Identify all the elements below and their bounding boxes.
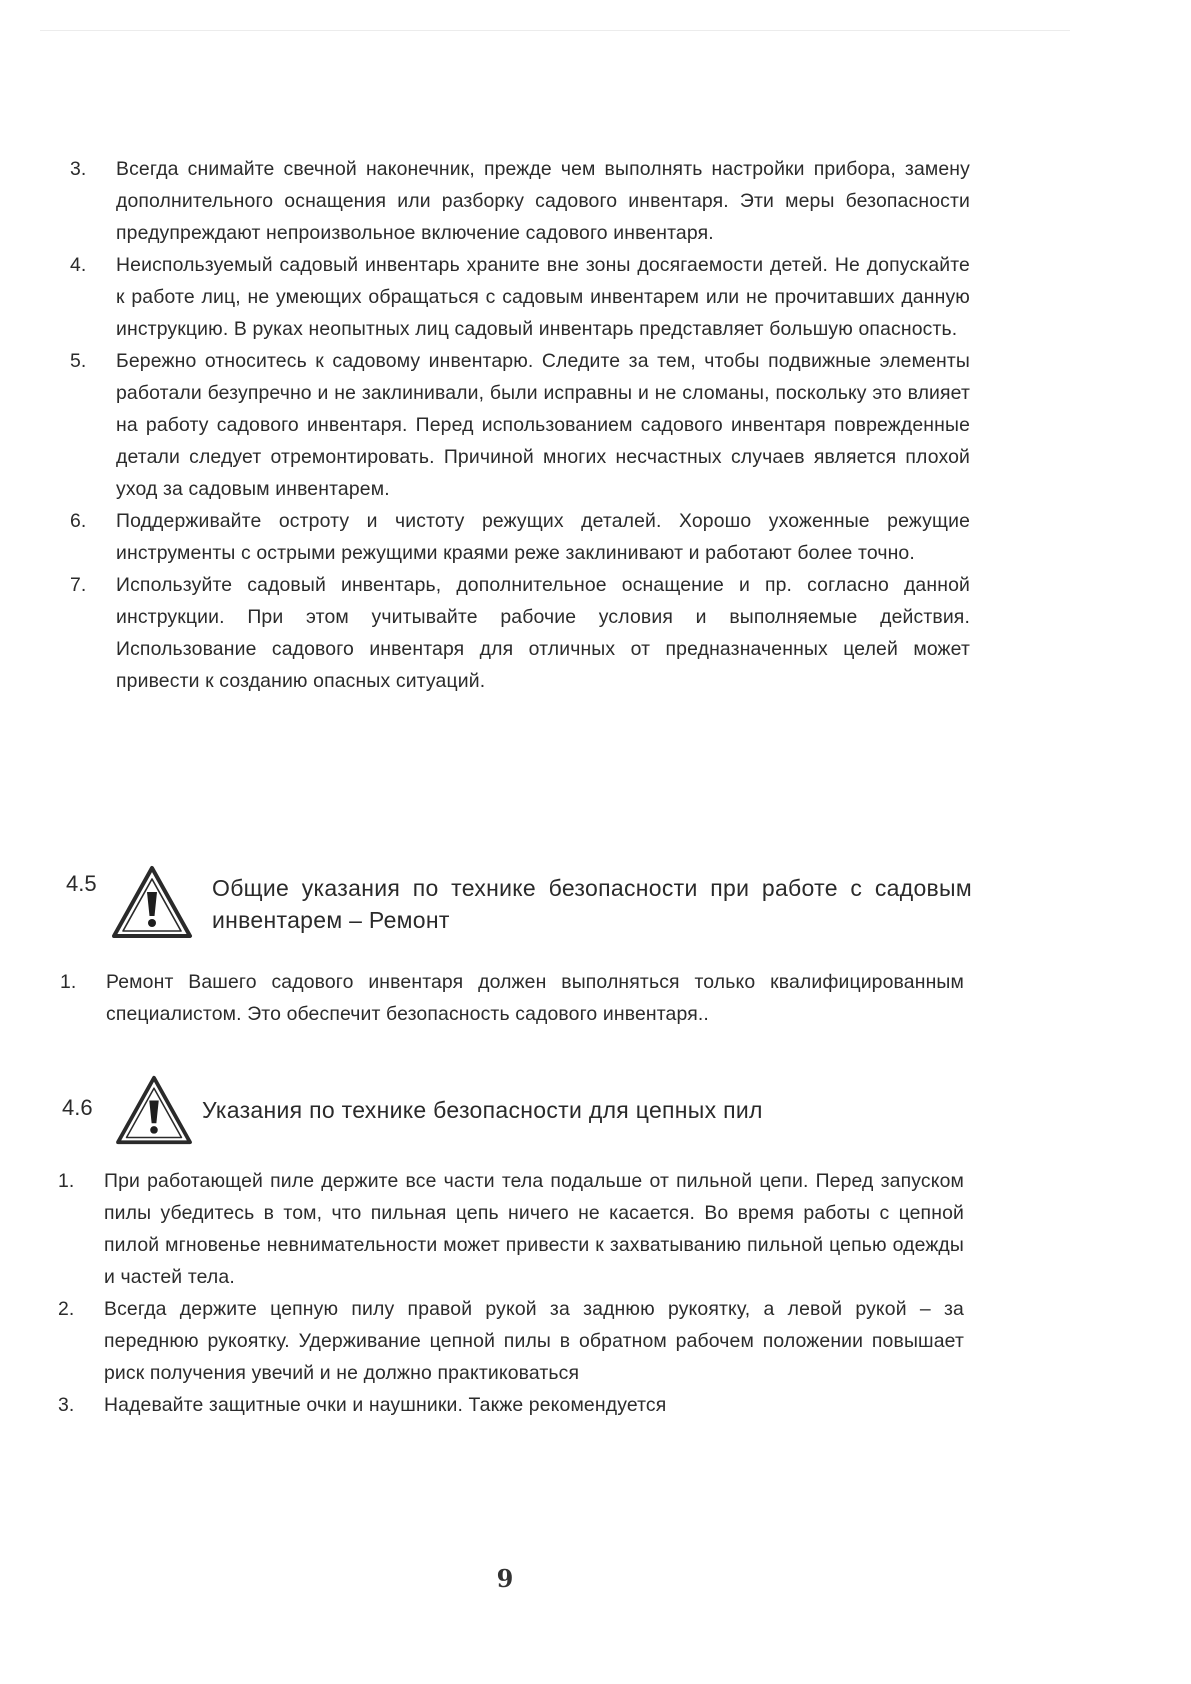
warning-triangle-icon	[110, 864, 194, 948]
safety-list-repair	[60, 966, 964, 1030]
scan-edge-line	[40, 30, 1070, 31]
item-number: 1.	[60, 971, 77, 993]
page-number: 9	[496, 1564, 514, 1593]
item-number: 3.	[58, 1394, 75, 1416]
item-text: Надевайте защитные очки и наушники. Также рекомендуется	[104, 1394, 667, 1416]
list-item	[58, 1389, 964, 1421]
safety-list-chainsaw	[58, 1165, 964, 1421]
item-number: 5.	[70, 350, 87, 372]
item-text: Используйте садовый инвентарь, дополнительное оснащение и пр. согласно данной инструкции. При этом учитывайте рабочие условия и выполняемые действия. Использование садового инвентаря для отличных от предназначенных целей может привести к созданию опасных ситуаций.	[116, 574, 970, 692]
item-number: 6.	[70, 510, 87, 532]
item-text: Всегда снимайте свечной наконечник, прежде чем выполнять настройки прибора, замену дополнительного оснащения или разборку садового инвентаря. Эти меры безопасности предупреждают непроизвольное включение садового инвентаря.	[116, 158, 970, 244]
item-text: При работающей пиле держите все части тела подальше от пильной цепи. Перед запуском пилы убедитесь в том, что пильная цепь ничего не касается. Во время работы с цепной пилой мгновенье невнимательности может привести к захватыванию пильной цепью одежды и частей тела.	[104, 1170, 964, 1288]
section-number: 4.6	[62, 1095, 93, 1120]
item-text: Всегда держите цепную пилу правой рукой за заднюю рукоятку, а левой рукой – за переднюю рукоятку. Удерживание цепной пилы в обратном рабочем положении повышает риск получения увечий и не должно практиковаться	[104, 1298, 964, 1384]
list-item	[70, 153, 970, 249]
section-title: Общие указания по технике безопасности при работе с садовым инвентарем – Ремонт	[212, 875, 972, 933]
section-title: Указания по технике безопасности для цепных пил	[202, 1097, 763, 1123]
item-text: Бережно относитесь к садовому инвентарю. Следите за тем, чтобы подвижные элементы работали безупречно и не заклинивали, были исправны и не сломаны, поскольку это влияет на работу садового инвентаря. Перед использованием садового инвентаря поврежденные детали следует отремонтировать. Причиной многих несчастных случаев является плохой уход за садовым инвентарем.	[116, 350, 970, 500]
item-text: Ремонт Вашего садового инвентаря должен выполняться только квалифицированным специалистом. Это обеспечит безопасность садового инвентаря..	[106, 971, 964, 1025]
list-item	[70, 345, 970, 505]
item-text: Поддерживайте остроту и чистоту режущих деталей. Хорошо ухоженные режущие инструменты с острыми режущими краями реже заклинивают и работают более точно.	[116, 510, 970, 564]
item-number: 2.	[58, 1298, 75, 1320]
safety-list-general	[70, 153, 970, 697]
list-item	[60, 966, 964, 1030]
list-item	[58, 1165, 964, 1293]
item-number: 7.	[70, 574, 87, 596]
item-number: 4.	[70, 254, 87, 276]
section-number: 4.5	[66, 871, 97, 896]
warning-triangle-icon	[114, 1074, 194, 1154]
section-heading-4-5	[66, 868, 986, 948]
list-item	[70, 505, 970, 569]
item-number: 1.	[58, 1170, 75, 1192]
item-text: Неиспользуемый садовый инвентарь храните вне зоны досягаемости детей. Не допускайте к работе лиц, не умеющих обращаться с садовым инвентарем или не прочитавших данную инструкцию. В руках неопытных лиц садовый инвентарь представляет большую опасность.	[116, 254, 970, 340]
section-heading-4-6	[62, 1080, 982, 1160]
list-item	[70, 569, 970, 697]
list-item	[70, 249, 970, 345]
item-number: 3.	[70, 158, 87, 180]
list-item	[58, 1293, 964, 1389]
